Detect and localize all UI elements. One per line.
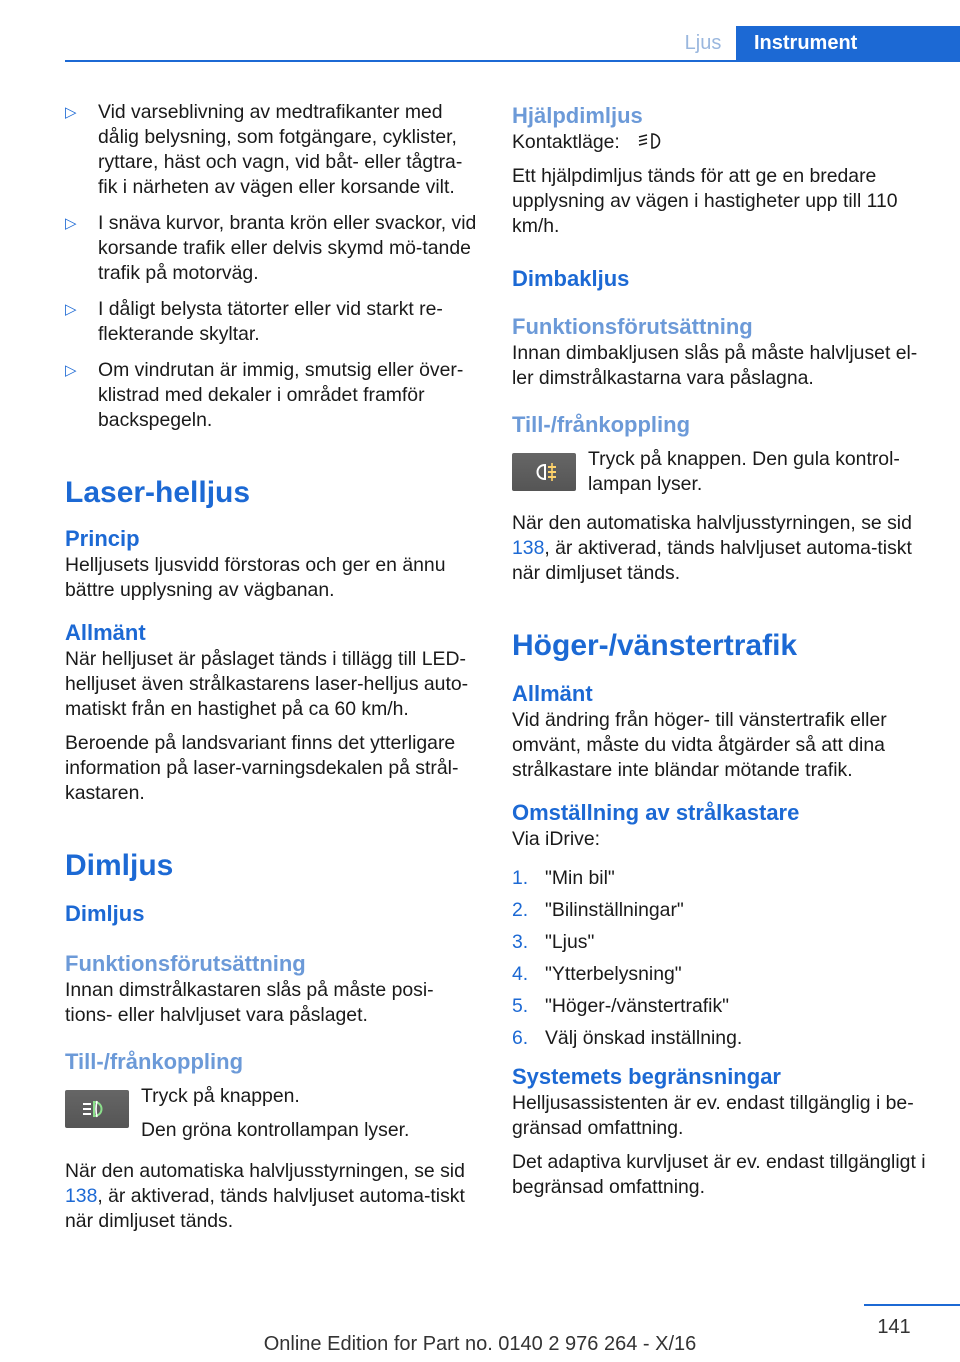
fog-sub-heading: Dimljus	[65, 901, 145, 926]
laser-general-heading: Allmänt	[65, 620, 146, 645]
footer-rule	[864, 1304, 960, 1306]
fog-toggle-text: Tryck på knappen.	[141, 1085, 300, 1107]
fog-toggle-text-2: Den gröna kontrollampan lyser.	[141, 1119, 410, 1141]
fog-button-row	[65, 1084, 480, 1143]
rear-fog-light-button-icon	[512, 453, 576, 491]
adjust-steps-list	[512, 866, 932, 1051]
rearfog-heading: Dimbakljus	[512, 266, 630, 291]
fog-toggle-heading: Till-/frånkoppling	[65, 1049, 244, 1074]
limits-text: Helljusassistenten är ev. endast tillgänglig i be-gränsad omfattning.	[512, 1092, 914, 1139]
bullet-item: ▷ I dåligt belysta tätorter eller vid starkt re-flekterande skyltar.	[65, 298, 443, 345]
laser-principle-text: Helljusets ljusvidd förstoras och ger en ännu bättre upplysning av vägbanan.	[65, 554, 446, 601]
bullet-triangle-icon: ▷	[65, 362, 77, 379]
list-item: 3. "Ljus"	[512, 931, 595, 953]
bullet-triangle-icon: ▷	[65, 104, 77, 121]
fog-title: Dimljus	[65, 849, 174, 882]
laser-principle-heading: Princip	[65, 526, 140, 551]
page-link[interactable]: 138	[512, 537, 545, 559]
page-link[interactable]: 138	[65, 1185, 98, 1207]
adjust-intro: Via iDrive:	[512, 828, 601, 850]
front-fog-light-button-icon	[65, 1090, 129, 1128]
fog-requirements-text: Innan dimstrålkastaren slås på måste posi-tions- eller halvljuset vara påslaget.	[65, 979, 434, 1026]
list-item: 5. "Höger-/vänstertrafik"	[512, 995, 730, 1017]
rearfog-button-row	[512, 447, 932, 499]
laser-general-text-2: Beroende på landsvariant finns det ytterligare information på laser-varningsdekalen på strål-kastaren.	[65, 732, 459, 804]
bullet-triangle-icon: ▷	[65, 301, 77, 318]
rearfog-auto-text: När den automatiska halvljusstyrningen, se sid 138, är aktiverad, tänds halvljuset automa-tiskt när dimljuset tänds.	[512, 512, 912, 584]
footer-edition: Online Edition for Part no. 0140 2 976 264 - X/16	[263, 1333, 697, 1355]
list-item: 1. "Min bil"	[512, 867, 615, 889]
fog-auto-text: När den automatiska halvljusstyrningen, se sid 138, är aktiverad, tänds halvljuset automa-tiskt när dimljuset tänds.	[65, 1160, 465, 1232]
rearfog-requirements-heading: Funktionsförutsättning	[512, 314, 753, 339]
rearfog-requirements-text: Innan dimbakljusen slås på måste halvljuset el-ler dimstrålkastarna vara påslagna.	[512, 342, 918, 389]
header-chapter-tab[interactable]: Instrument	[736, 26, 960, 62]
aux-fog-light-icon	[625, 131, 665, 151]
bullet-triangle-icon: ▷	[65, 215, 77, 232]
list-item: 4. "Ytterbelysning"	[512, 963, 682, 985]
adjust-heading: Omställning av strålkastare	[512, 800, 800, 825]
bullet-item: ▷ I snäva kurvor, branta krön eller svackor, vid korsande trafik eller delvis skymd mö-tande trafik på motorväg.	[65, 212, 477, 284]
laser-general-text: När helljuset är påslaget tänds i tillägg till LED-helljuset även strålkastarens laser-helljus auto-matiskt från en hastighet på ca 60 km/h.	[65, 648, 469, 720]
traffic-title: Höger-/vänstertrafik	[512, 629, 798, 662]
page-number: 141	[877, 1316, 911, 1338]
aux-text: Ett hjälpdimljus tänds för att ge en bredare upplysning av vägen i hastigheter upp till 110 km/h.	[512, 165, 898, 237]
right-column	[512, 100, 932, 1200]
traffic-general-text: Vid ändring från höger- till vänstertrafik eller omvänt, måste du vidta åtgärder så att dina strålkastare inte bländar mötande trafik.	[512, 709, 887, 781]
rearfog-toggle-heading: Till-/frånkoppling	[512, 412, 691, 437]
left-column	[65, 100, 480, 1234]
aux-heading: Hjälpdimljus	[512, 103, 643, 128]
fog-requirements-heading: Funktionsförutsättning	[65, 951, 306, 976]
rearfog-toggle-text: Tryck på knappen. Den gula kontrol-lampan lyser.	[588, 448, 900, 495]
rear-fog-light-icon	[527, 461, 561, 483]
bullet-item: ▷ Vid varseblivning av medtrafikanter med dålig belysning, som fotgängare, cyklister, ryttare, häst och vagn, vid båt- eller tågtra-fik i närheten av vägen eller korsande vilt.	[65, 101, 463, 198]
list-item: 6. Välj önskad inställning.	[512, 1027, 743, 1049]
header-section-tab[interactable]: Ljus	[684, 32, 722, 54]
traffic-general-heading: Allmänt	[512, 681, 593, 706]
list-item: 2. "Bilinställningar"	[512, 899, 684, 921]
limits-text-2: Det adaptiva kurvljuset är ev. endast tillgängligt i begränsad omfattning.	[512, 1151, 926, 1198]
laser-title: Laser-helljus	[65, 476, 251, 509]
bullet-item: ▷ Om vindrutan är immig, smutsig eller över-klistrad med dekaler i området framför backspegeln.	[65, 359, 464, 431]
aux-contact: Kontaktläge:	[512, 130, 932, 155]
limits-heading: Systemets begränsningar	[512, 1064, 781, 1089]
front-fog-light-icon	[80, 1098, 114, 1120]
